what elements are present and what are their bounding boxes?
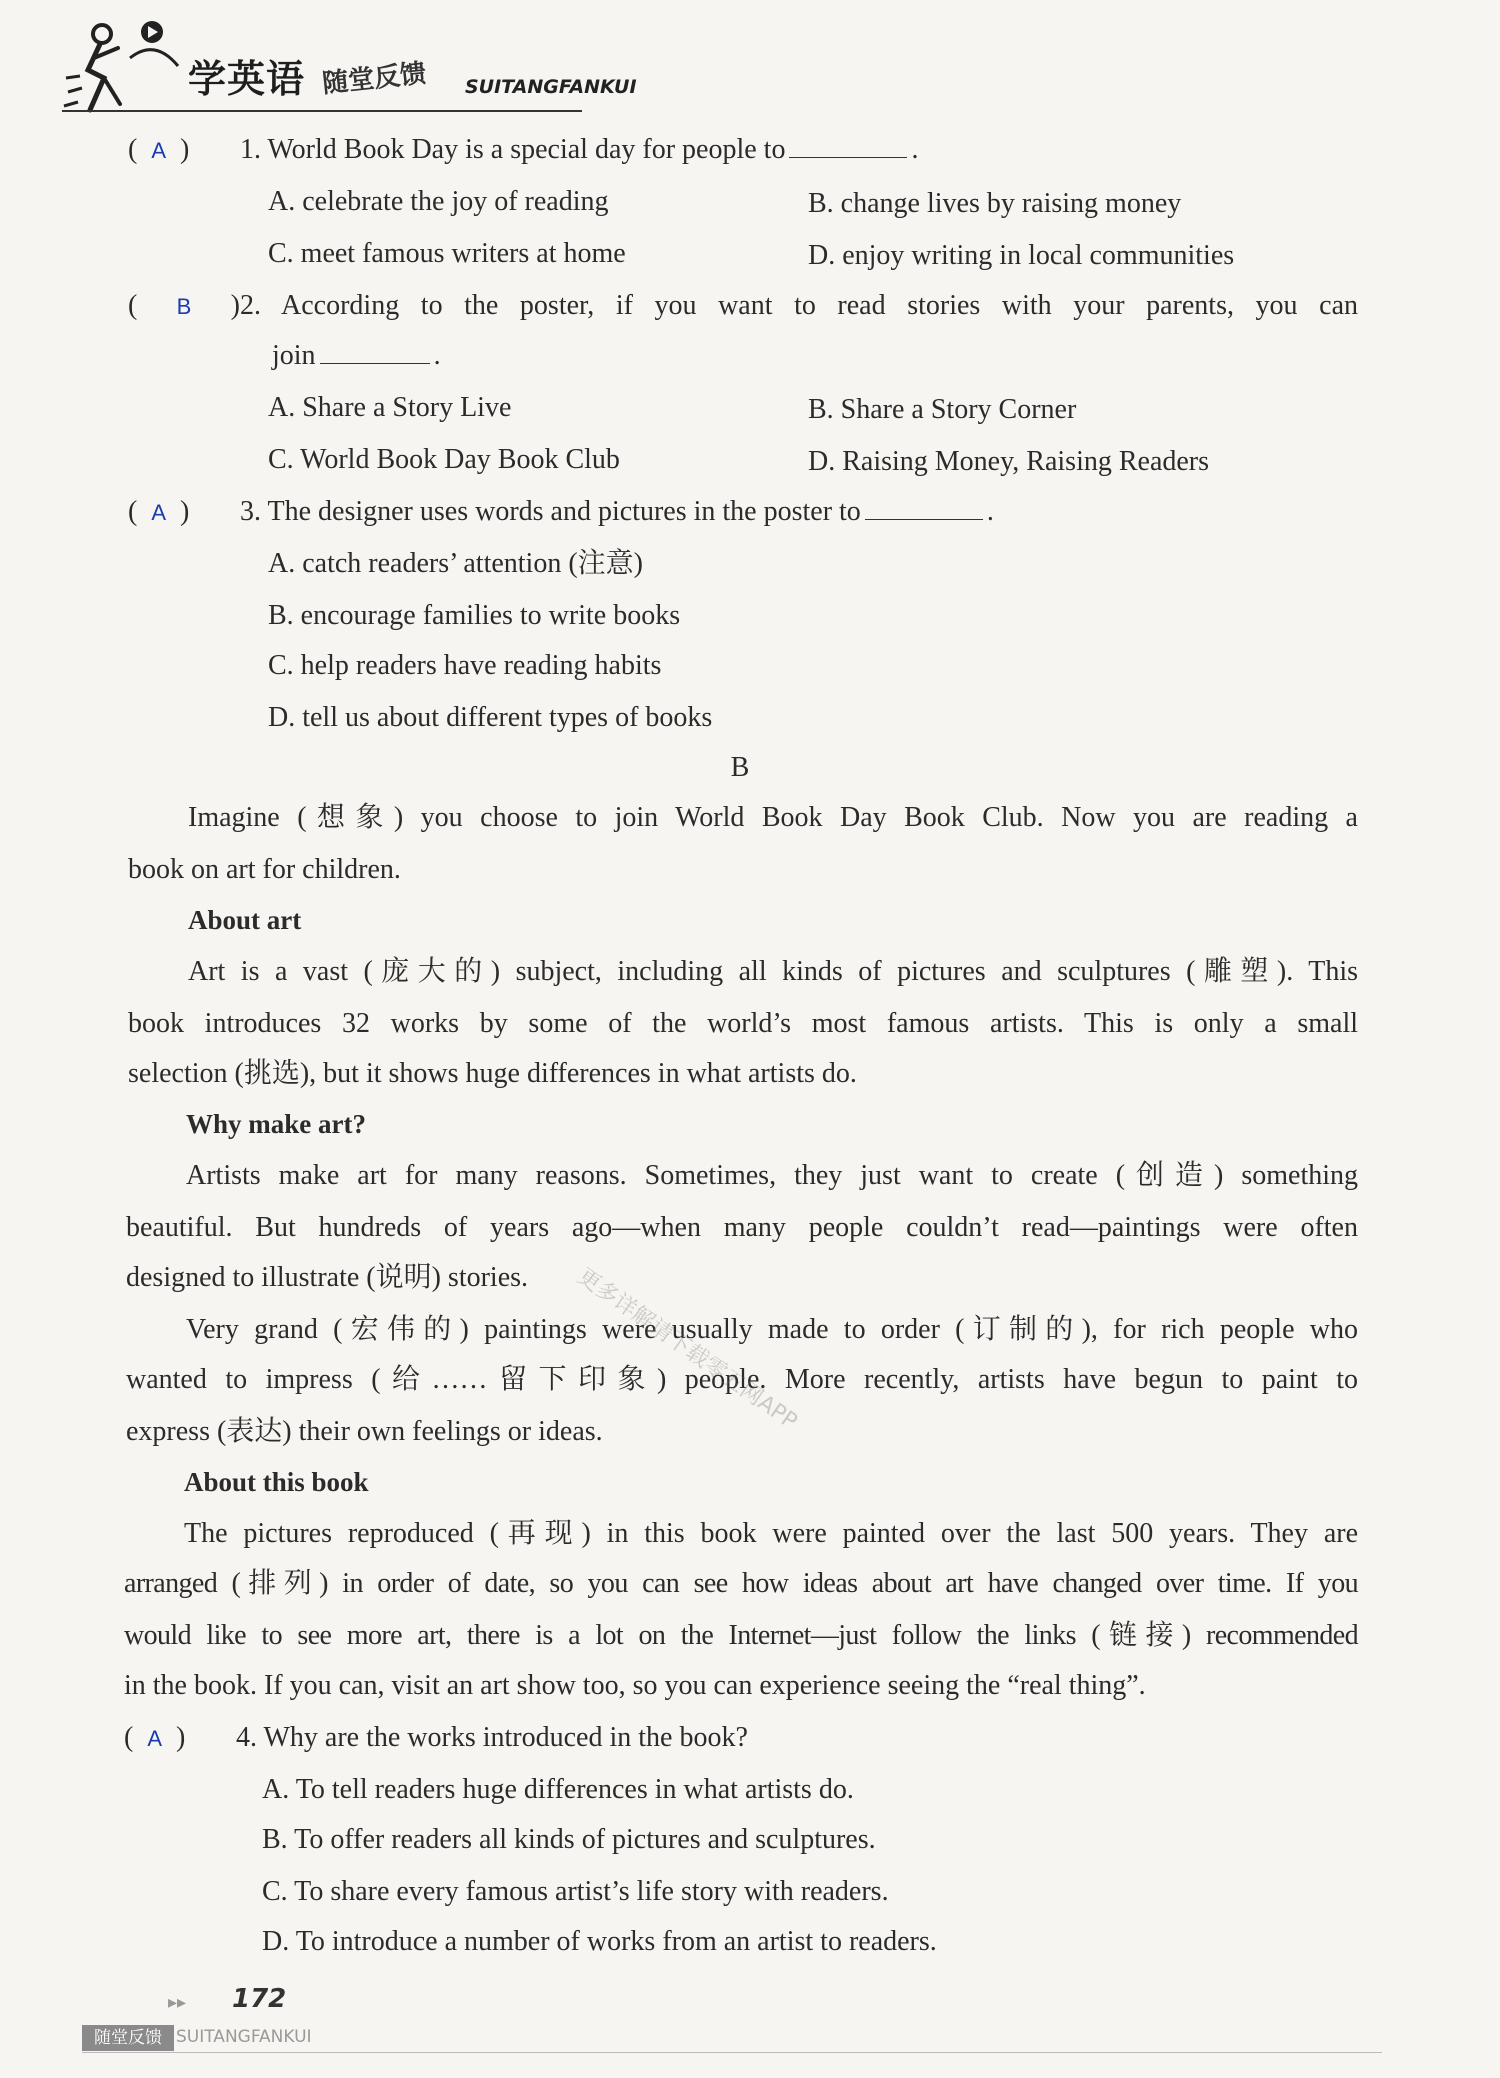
about-art-line-1: Art is a vast (庞大的) subject, including all kinds of pictures and sculptures (雕塑). This <box>188 956 1358 987</box>
question-2-stem: 2. According to the poster, if you want to read stories with your parents, you can <box>240 290 1358 321</box>
about-art-line-2: book introduces 32 works by some of the world’s most famous artists. This is only a small <box>128 1008 1358 1039</box>
answer-q4: A <box>147 1726 163 1751</box>
option-4d: D. To introduce a number of works from an artist to readers. <box>262 1926 937 1957</box>
question-2 <box>128 288 1358 325</box>
stem-end: . <box>986 496 994 527</box>
answer-q1: A <box>151 138 167 163</box>
question-1-stem: 1. World Book Day is a special day for people to <box>240 134 786 165</box>
about-book-line-4: in the book. If you can, visit an art show too, so you can experience seeing the “real thing”. <box>124 1670 1146 1701</box>
question-4-stem: 4. Why are the works introduced in the book? <box>236 1722 748 1753</box>
header-subtitle: 随堂反馈 <box>320 58 428 100</box>
footer-divider <box>82 2052 1382 2053</box>
option-3d: D. tell us about different types of books <box>268 702 713 733</box>
answer-blank <box>865 497 983 520</box>
option-2c: C. World Book Day Book Club <box>268 444 620 475</box>
why-art-line-3: designed to illustrate (说明) stories. <box>126 1262 529 1293</box>
why-art-line-1: Artists make art for many reasons. Sometimes, they just want to create (创造) something <box>186 1160 1358 1191</box>
header-divider <box>62 110 582 112</box>
watermark: 更多详解请下载零五网APP <box>572 1264 802 1435</box>
question-3 <box>128 494 994 531</box>
option-1b: B. change lives by raising money <box>808 188 1182 219</box>
option-4c: C. To share every famous artist’s life story with readers. <box>262 1876 889 1907</box>
why-art-line-2: beautiful. But hundreds of years ago—when many people couldn’t read—paintings were often <box>126 1212 1358 1243</box>
option-1c: C. meet famous writers at home <box>268 238 626 269</box>
heading-about-art: About art <box>188 905 302 935</box>
header <box>60 18 637 118</box>
answer-q2: B <box>176 294 192 319</box>
stem-end: . <box>433 340 441 371</box>
stem-end: . <box>911 134 919 165</box>
question-3-stem: 3. The designer uses words and pictures in the poster to <box>240 496 861 527</box>
option-3c: C. help readers have reading habits <box>268 650 662 681</box>
answer-blank <box>320 341 430 364</box>
option-3a: A. catch readers’ attention (注意) <box>268 548 643 579</box>
arrow-icon: ▸▸ <box>168 1992 187 2013</box>
header-en: SUITANGFANKUI <box>465 76 637 98</box>
header-title: 学英语 <box>188 57 306 101</box>
why-art-line-4: Very grand (宏伟的) paintings were usually made to order (订制的), for rich people who <box>186 1314 1358 1345</box>
stem-cont: join <box>272 340 316 371</box>
why-art-line-5: wanted to impress (给……留下印象) people. More recently, artists have begun to paint to <box>126 1364 1358 1395</box>
answer-paren: ( A ) <box>128 134 190 165</box>
option-4b: B. To offer readers all kinds of pictures and sculptures. <box>262 1824 876 1855</box>
option-4a: A. To tell readers huge differences in what artists do. <box>262 1774 854 1805</box>
about-book-line-2: arranged (排列) in order of date, so you can see how ideas about art have changed over time. If you <box>124 1568 1358 1599</box>
intro-line-2: book on art for children. <box>128 854 401 885</box>
option-1a: A. celebrate the joy of reading <box>268 186 609 217</box>
about-art-line-3: selection (挑选), but it shows huge differences in what artists do. <box>128 1058 857 1089</box>
answer-blank <box>789 135 907 158</box>
heading-about-book: About this book <box>184 1467 369 1497</box>
answer-q3: A <box>151 500 167 525</box>
why-art-line-6: express (表达) their own feelings or ideas. <box>126 1416 603 1447</box>
answer-paren: ( A ) <box>124 1722 186 1753</box>
runner-logo-icon <box>60 18 180 118</box>
question-4 <box>124 1720 748 1757</box>
intro-line-1: Imagine (想象) you choose to join World Book Day Book Club. Now you are reading a <box>188 802 1358 833</box>
option-2b: B. Share a Story Corner <box>808 394 1077 425</box>
footer-en: SUITANGFANKUI <box>176 2027 312 2047</box>
question-2-cont <box>272 338 441 374</box>
option-3b: B. encourage families to write books <box>268 600 681 631</box>
about-book-line-1: The pictures reproduced (再现) in this book were painted over the last 500 years. They are <box>184 1518 1358 1549</box>
option-2a: A. Share a Story Live <box>268 392 512 423</box>
option-1d: D. enjoy writing in local communities <box>808 240 1235 271</box>
heading-why-art: Why make art? <box>186 1109 366 1139</box>
about-book-line-3: would like to see more art, there is a lot on the Internet—just follow the links (链接) recommended <box>124 1620 1358 1651</box>
footer-badge: 随堂反馈 <box>82 2025 174 2051</box>
answer-paren: ( A ) <box>128 496 190 527</box>
page-number: 172 <box>232 1984 287 2014</box>
option-2d: D. Raising Money, Raising Readers <box>808 446 1210 477</box>
section-b-label: B <box>730 752 750 783</box>
answer-paren: ( B ) <box>128 290 240 321</box>
question-1 <box>128 132 918 169</box>
